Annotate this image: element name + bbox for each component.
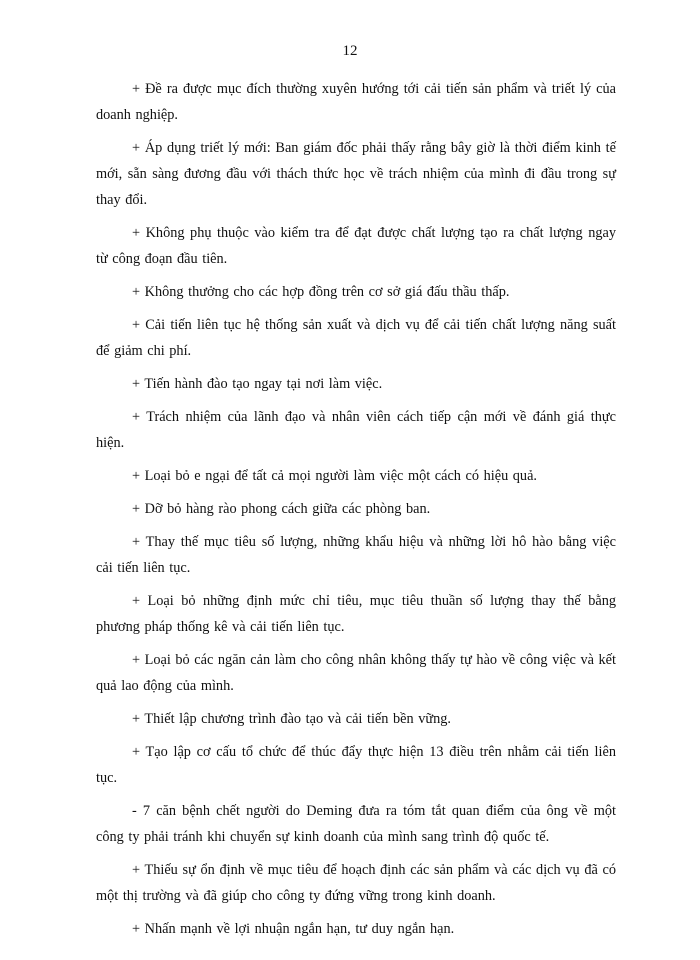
- paragraph-1: + Đề ra được mục đích thường xuyên hướng tới cải tiến sản phẩm và triết lý của doanh nghiệp.: [96, 81, 616, 123]
- paragraph-8: + Loại bỏ e ngại để tất cả mọi người làm việc một cách có hiệu quả.: [132, 468, 538, 484]
- paragraph-6: + Tiến hành đào tạo ngay tại nơi làm việc.: [132, 376, 383, 392]
- paragraph-15: - 7 căn bệnh chết người do Deming đưa ra tóm tắt quan điểm của ông về một công ty phải tránh khi chuyển sự kinh doanh của mình sang trình độ quốc tế.: [96, 803, 616, 845]
- paragraph-10: + Thay thế mục tiêu số lượng, những khẩu hiệu và những lời hô hào bằng việc cải tiến liên tục.: [96, 534, 616, 576]
- paragraph-12: + Loại bỏ các ngăn cản làm cho công nhân không thấy tự hào về công việc và kết quả lao động của mình.: [96, 652, 617, 694]
- paragraph-7: + Trách nhiệm của lãnh đạo và nhân viên cách tiếp cận mới về đánh giá thực hiện.: [96, 409, 616, 451]
- paragraph-4: + Không thưởng cho các hợp đồng trên cơ sở giá đấu thầu thấp.: [132, 284, 510, 300]
- paragraph-3: + Không phụ thuộc vào kiểm tra để đạt được chất lượng tạo ra chất lượng ngay từ công đoạn đầu tiên.: [96, 225, 616, 267]
- paragraph-5: + Cải tiến liên tục hệ thống sản xuất và dịch vụ để cải tiến chất lượng năng suất để giảm chi phí.: [96, 317, 616, 359]
- document-body: [96, 76, 616, 949]
- paragraph-13: + Thiết lập chương trình đào tạo và cải tiến bền vững.: [132, 711, 451, 727]
- paragraph-17: + Nhấn mạnh về lợi nhuận ngắn hạn, tư duy ngắn hạn.: [132, 921, 455, 937]
- paragraph-14: + Tạo lập cơ cấu tổ chức để thúc đẩy thực hiện 13 điều trên nhằm cải tiến liên tục.: [96, 744, 616, 786]
- paragraph-9: + Dỡ bỏ hàng rào phong cách giữa các phòng ban.: [132, 501, 431, 517]
- page-number: 12: [342, 43, 358, 59]
- paragraph-2: + Áp dụng triết lý mới: Ban giám đốc phải thấy rằng bây giờ là thời điểm kinh tế mới, sẵn sàng đương đầu với thách thức học về trách nhiệm của mình đi đầu trong sự thay đổi.: [96, 140, 616, 208]
- paragraph-16: + Thiếu sự ổn định về mục tiêu để hoạch định các sản phẩm và các dịch vụ đã có một thị trường và đã giúp cho công ty đứng vững trong kinh doanh.: [96, 862, 616, 904]
- paragraph-11: + Loại bỏ những định mức chỉ tiêu, mục tiêu thuần số lượng thay thế bằng phương pháp thống kê và cải tiến liên tục.: [96, 593, 616, 635]
